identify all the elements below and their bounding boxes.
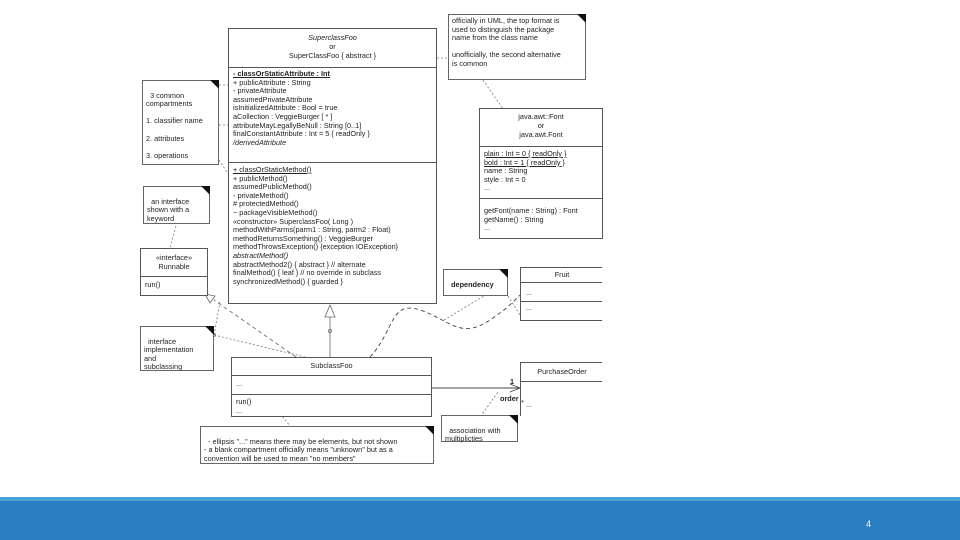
association-role: order: [500, 394, 519, 403]
method: methodThrowsException() {exception IOException}: [233, 242, 399, 252]
method: + classOrStaticMethod(): [233, 165, 312, 174]
attribute: finalConstantAttribute : Int = 5 { readOnly }: [233, 129, 370, 139]
attribute: /derivedAttribute: [233, 137, 287, 147]
dependency-note-text: dependency: [451, 279, 494, 289]
association-note: [441, 415, 518, 442]
attribute: name : String: [484, 166, 528, 176]
attribute: - privateAttribute: [233, 86, 287, 96]
compartments-note: [142, 80, 219, 165]
superclass-methods: [233, 166, 398, 286]
method: getName() : String: [484, 214, 544, 224]
note-fold-icon: [509, 415, 518, 424]
interface-keyword-note: [143, 186, 210, 224]
attribute: isInitializedAttribute : Bool = true: [233, 103, 338, 113]
method: synchronizedMethod() { guarded }: [233, 276, 343, 286]
uml-format-note: officially in UML, the top format is used to distinguish the package name from the class name unofficially, the second alternative is common: [448, 14, 586, 80]
compartment-divider: [521, 301, 602, 302]
method: ~ packageVisibleMethod(): [233, 207, 318, 217]
method: assumedPublicMethod(): [233, 182, 312, 192]
method: abstractMethod2() { abstract } // alternate: [233, 259, 366, 269]
fruit-ellipsis-attributes: ...: [526, 288, 533, 297]
attribute: style : Int = 0: [484, 174, 526, 184]
attribute: attributeMayLegallyBeNull : String [0..1]: [233, 120, 362, 130]
attribute: assumedPrivateAttribute: [233, 94, 313, 104]
ellipsis-note: [200, 426, 434, 464]
compartment-divider: [229, 162, 436, 163]
runnable-name: Runnable: [158, 262, 190, 271]
font-class: [479, 108, 603, 239]
fruit-class: [520, 267, 602, 321]
method: methodWithParms(parm1 : String, parm2 : Float): [233, 225, 391, 235]
method: methodReturnsSomething() : VeggieBurger: [233, 233, 373, 243]
subclass-foo-class: [231, 357, 432, 417]
method: «constructor» SuperclassFoo( Long ): [233, 216, 354, 226]
association-multiplicity: 1: [510, 377, 515, 386]
method: ...: [484, 223, 491, 233]
superclass-name-or: or: [329, 42, 336, 51]
font-name-line1: java.awt::Font: [518, 112, 564, 121]
ellipsis-note-text: - ellipsis "..." means there may be elements, but not shown - a blank compartment officially means "unknown" but as a convention will be used to mean "no members": [204, 436, 398, 463]
purchase-order-name: PurchaseOrder: [537, 367, 587, 376]
subclass-attributes: ...: [236, 379, 243, 388]
interface-implementation-note-text: interface implementation and subclassing: [144, 336, 194, 372]
superclass-name-italic: SuperclassFoo: [308, 33, 357, 42]
attribute: bold : Int = 1 { readOnly }: [484, 157, 565, 167]
note-fold-icon: [201, 186, 210, 195]
compartment-divider: [480, 198, 602, 199]
compartment-divider: [232, 375, 431, 376]
footer-bar: [0, 501, 960, 540]
superclass-foo-class: [228, 28, 437, 304]
slide-footer: [0, 497, 960, 540]
note-fold-icon: [425, 426, 434, 435]
compartment-divider: [480, 146, 602, 147]
note-fold-icon: [205, 326, 214, 335]
interface-keyword-note-text: an interface shown with a keyword: [147, 196, 190, 223]
superclass-attributes: [233, 70, 370, 147]
runnable-keyword: «interface»: [155, 253, 193, 262]
attribute: - classOrStaticAttribute : Int: [233, 69, 330, 78]
note-fold-icon: [499, 269, 508, 278]
note-fold-icon: [210, 80, 219, 89]
method: getFont(name : String) : Font: [484, 206, 578, 215]
purchase-order-ellipsis: ...: [526, 400, 533, 409]
page-number: 4: [866, 519, 872, 529]
font-name-or: or: [537, 121, 545, 130]
runnable-interface: [140, 248, 208, 296]
superclass-name-abstract: SuperClassFoo { abstract }: [288, 51, 377, 60]
subclass-name: SubclassFoo: [310, 361, 353, 370]
fruit-name: Fruit: [554, 270, 570, 279]
compartment-divider: [521, 282, 602, 283]
runnable-method: run(): [145, 280, 161, 289]
subclass-method: ...: [236, 406, 243, 415]
font-attributes: [484, 150, 567, 193]
method: + publicMethod(): [233, 173, 288, 183]
fruit-ellipsis-methods: ...: [526, 303, 533, 312]
compartment-divider: [141, 276, 207, 277]
compartment-divider: [232, 394, 431, 395]
method: - privateMethod(): [233, 190, 289, 200]
method: abstractMethod(): [233, 250, 289, 260]
compartment-divider: [229, 67, 436, 68]
dependency-note: [443, 269, 508, 296]
association-star: *: [521, 398, 524, 407]
font-methods: [484, 207, 578, 233]
compartment-divider: [521, 381, 602, 382]
method: # protectedMethod(): [233, 199, 299, 209]
subclass-method: run(): [236, 397, 252, 406]
attribute: ...: [484, 183, 491, 193]
method: finalMethod() { leaf } // no override in subclass: [233, 268, 382, 278]
association-note-text: association with multiplicties: [445, 425, 501, 444]
note-fold-icon: [577, 14, 586, 23]
attribute: plain : Int = 0 { readOnly }: [484, 149, 567, 158]
attribute: + publicAttribute : String: [233, 77, 311, 87]
attribute: aCollection : VeggieBurger [ * ]: [233, 111, 333, 121]
interface-implementation-note: [140, 326, 214, 371]
purchase-order-class: [520, 362, 602, 416]
font-name-line2: java.awt.Font: [519, 130, 563, 139]
compartments-note-text: 3 common compartments 1. classifier name 2. attributes 3. operations: [146, 90, 203, 160]
